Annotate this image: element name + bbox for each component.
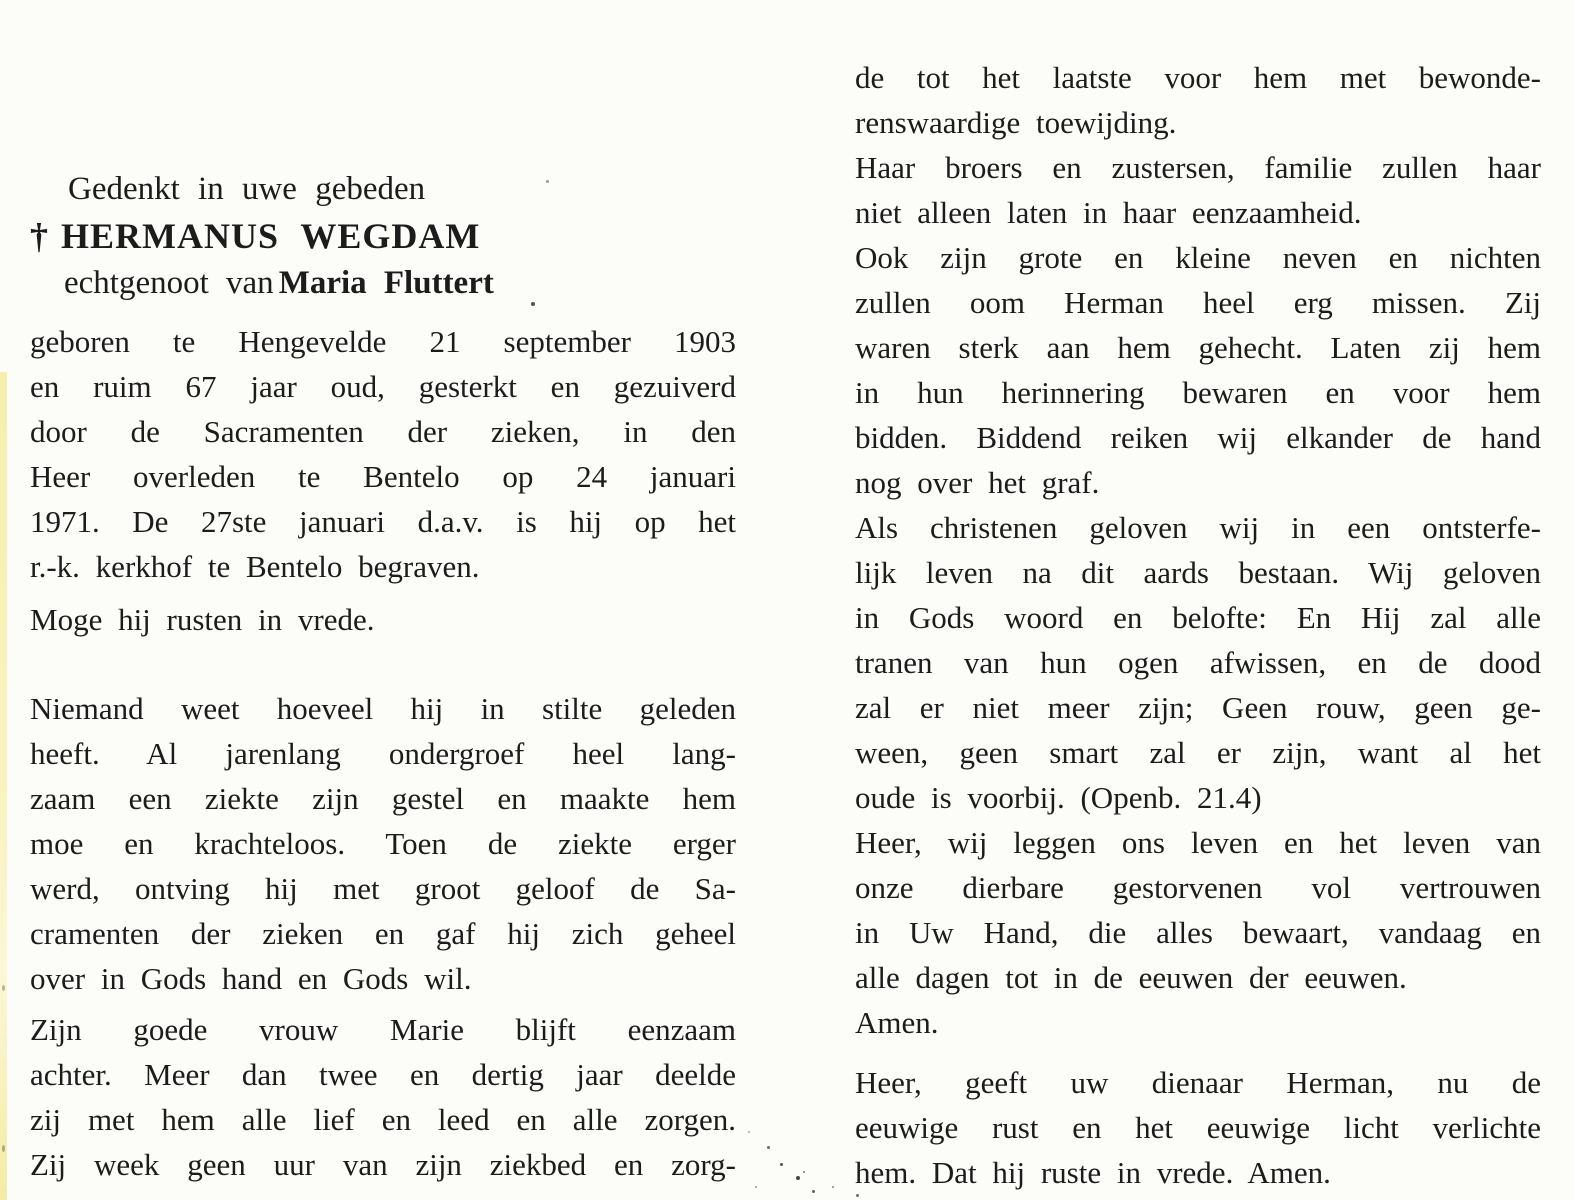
text-line: 1971. De 27ste januari d.a.v. is hij op het: [30, 504, 736, 539]
spouse-line: [30, 260, 736, 307]
text-line: tranen van hun ogen afwissen, en de dood: [855, 645, 1541, 680]
text-line: Zijn goede vrouw Marie blijft eenzaam: [30, 1012, 736, 1047]
paragraph: [30, 597, 736, 642]
paragraph: [855, 55, 1541, 145]
text-line: Ook zijn grote en kleine neven en nichten: [855, 240, 1541, 275]
text-line: in hun herinnering bewaren en voor hem: [855, 375, 1541, 410]
text-line: zaam een ziekte zijn gestel en maakte hem: [30, 781, 736, 816]
scan-noise-speck: [767, 1146, 770, 1149]
paragraph: [30, 319, 736, 589]
scan-noise-speck: [803, 1171, 805, 1173]
text-line: onze dierbare gestorvenen vol vertrouwen: [855, 870, 1541, 905]
text-line: waren sterk aan hem gehecht. Laten zij hem: [855, 330, 1541, 365]
spouse-name: Maria Fluttert: [278, 265, 494, 301]
paragraph: [30, 1007, 736, 1187]
text-line: nog over het graf.: [855, 465, 1100, 500]
text-line: de tot het laatste voor hem met bewonde-: [855, 60, 1541, 95]
text-line: werd, ontving hij met groot geloof de Sa-: [30, 871, 736, 906]
text-line: lijk leven na dit aards bestaan. Wij geloven: [855, 555, 1541, 590]
paragraph: [855, 235, 1541, 505]
paragraph: [855, 820, 1541, 1045]
scan-noise-speck: [812, 1190, 815, 1193]
scan-noise-speck: [856, 1194, 859, 1197]
right-paragraphs: [855, 55, 1541, 1195]
left-column: [30, 0, 736, 1187]
left-paragraphs: [30, 319, 736, 1187]
text-line: moe en krachteloos. Toen de ziekte erger: [30, 826, 736, 861]
text-line: renswaardige toewijding.: [855, 105, 1177, 140]
deceased-name: HERMANUS WEGDAM: [61, 216, 481, 256]
text-line: bidden. Biddend reiken wij elkander de hand: [855, 420, 1541, 455]
text-line: Amen.: [855, 1005, 939, 1040]
text-line: heeft. Al jarenlang ondergroef heel lang-: [30, 736, 736, 771]
scan-noise-speck: [780, 1163, 783, 1166]
right-column: [855, 0, 1541, 1195]
scan-noise-speck: [748, 1131, 750, 1133]
text-line: geboren te Hengevelde 21 september 1903: [30, 324, 736, 359]
scan-noise-speck: [832, 1186, 834, 1188]
text-line: cramenten der zieken en gaf hij zich geheel: [30, 916, 736, 951]
text-line: ween, geen smart zal er zijn, want al het: [855, 735, 1541, 770]
paragraph: [855, 1060, 1541, 1195]
heading-intro: Gedenkt in uwe gebeden: [68, 171, 426, 207]
text-line: zullen oom Herman heel erg missen. Zij: [855, 285, 1541, 320]
text-line: Heer overleden te Bentelo op 24 januari: [30, 459, 736, 494]
text-line: r.-k. kerkhof te Bentelo begraven.: [30, 549, 480, 584]
text-line: in Gods woord en belofte: En Hij zal alle: [855, 600, 1541, 635]
text-line: hem. Dat hij ruste in vrede. Amen.: [855, 1155, 1331, 1190]
scan-noise-speck: [2, 1145, 5, 1152]
text-line: door de Sacramenten der zieken, in den: [30, 414, 736, 449]
scan-noise-speck: [531, 302, 535, 306]
text-line: achter. Meer dan twee en dertig jaar deelde: [30, 1057, 736, 1092]
text-line: in Uw Hand, die alles bewaart, vandaag en: [855, 915, 1541, 950]
paragraph: [855, 145, 1541, 235]
text-line: Niemand weet hoeveel hij in stilte geleden: [30, 691, 736, 726]
text-line: Als christenen geloven wij in een ontsterfe-: [855, 510, 1541, 545]
scan-edge-strip: [0, 372, 7, 1200]
text-line: niet alleen laten in haar eenzaamheid.: [855, 195, 1362, 230]
text-line: Heer, geeft uw dienaar Herman, nu de: [855, 1065, 1541, 1100]
text-line: Moge hij rusten in vrede.: [30, 602, 375, 637]
paragraph: [30, 686, 736, 1001]
paragraph: [855, 505, 1541, 820]
text-line: en ruim 67 jaar oud, gesterkt en gezuiverd: [30, 369, 736, 404]
text-line: Heer, wij leggen ons leven en het leven van: [855, 825, 1541, 860]
text-line: alle dagen tot in de eeuwen der eeuwen.: [855, 960, 1407, 995]
scan-noise-speck: [2, 985, 5, 991]
cross-icon: †: [30, 216, 48, 256]
card-heading: [30, 166, 736, 307]
text-line: Zij week geen uur van zijn ziekbed en zorg-: [30, 1147, 736, 1182]
scan-noise-speck: [796, 1176, 800, 1180]
text-line: zal er niet meer zijn; Geen rouw, geen ge-: [855, 690, 1541, 725]
text-line: eeuwige rust en het eeuwige licht verlichte: [855, 1110, 1541, 1145]
deceased-name-line: [30, 213, 736, 260]
scan-noise-speck: [546, 180, 549, 183]
scan-noise-speck: [755, 1186, 757, 1188]
text-line: zij met hem alle lief en leed en alle zorgen.: [30, 1102, 736, 1137]
text-line: Haar broers en zustersen, familie zullen haar: [855, 150, 1541, 185]
spouse-prefix: echtgenoot van: [64, 265, 274, 301]
text-line: oude is voorbij. (Openb. 21.4): [855, 780, 1262, 815]
text-line: over in Gods hand en Gods wil.: [30, 961, 472, 996]
